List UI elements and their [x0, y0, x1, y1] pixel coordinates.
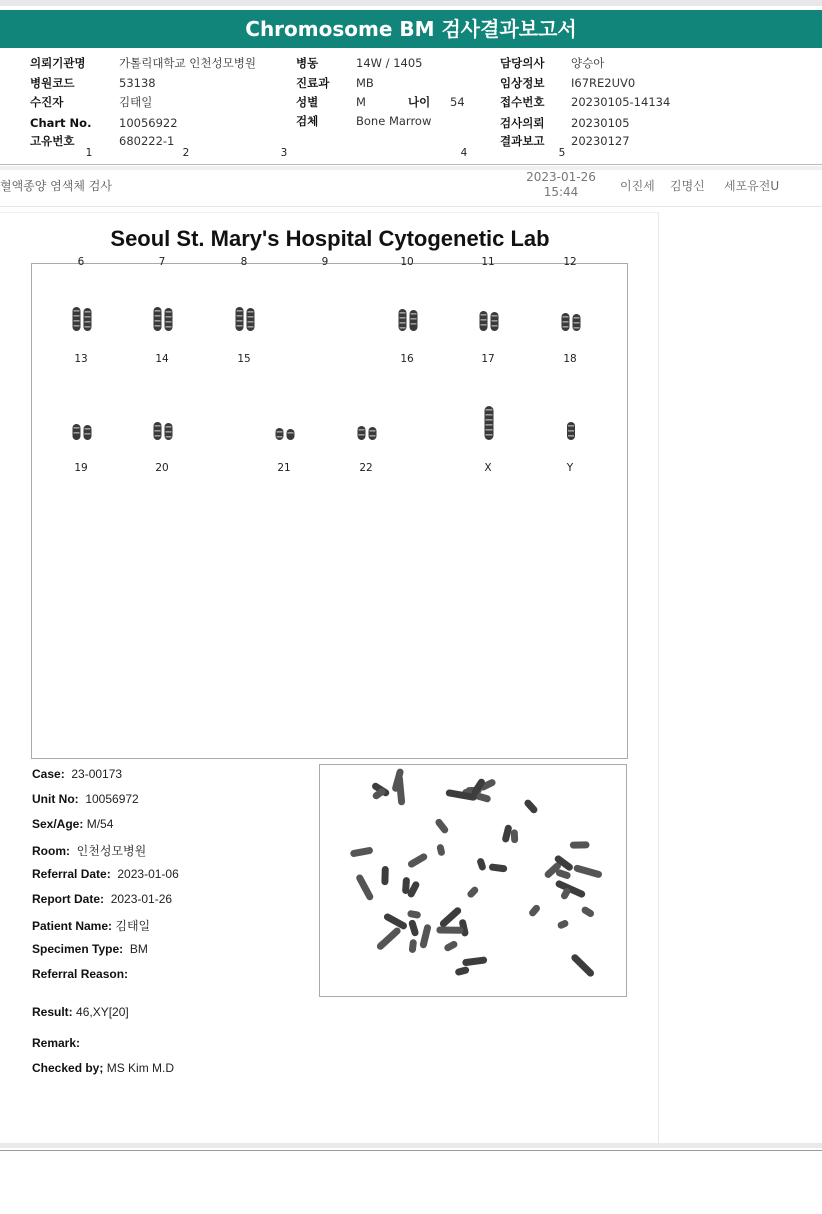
chromosome-label-21: 21: [277, 462, 291, 474]
chromosome-pair-22: [358, 426, 377, 440]
label-patient: 수진자: [30, 95, 64, 109]
field-value: 10056972: [85, 792, 139, 806]
chromosome-band: [400, 327, 406, 329]
chromosome-band: [563, 326, 569, 328]
chromosome-band: [486, 424, 493, 426]
chromosome-band: [166, 426, 172, 428]
chromosome-pair-21: [276, 428, 295, 440]
chromosome-label-11: 11: [481, 256, 495, 268]
chromosome-label-1: 1: [85, 147, 93, 159]
chromosome-pair-15: [236, 307, 255, 331]
chromosome-band: [74, 315, 80, 317]
divider-shadow: [0, 166, 822, 170]
chromosome-band: [166, 431, 172, 433]
chromosome-label-18: 18: [563, 353, 577, 365]
value-result-date: 20230127: [571, 134, 630, 148]
chromosome-band: [248, 326, 254, 328]
metaphase-chromosome: [489, 863, 508, 872]
chromosome-band: [568, 435, 574, 437]
chromosome-label-19: 19: [74, 462, 88, 474]
field-checked-by: [32, 1061, 174, 1075]
chromosome-band: [85, 316, 91, 318]
chromosome-band: [370, 435, 376, 437]
field-value: 23-00173: [71, 767, 123, 781]
metaphase-chromosome: [350, 846, 374, 857]
metaphase-chromosome: [408, 919, 419, 937]
field-label: Room:: [32, 844, 70, 858]
chromosome-label-17: 17: [481, 353, 495, 365]
field-room: [32, 842, 146, 859]
metaphase-chromosome: [407, 852, 429, 869]
metaphase-chromosome: [355, 873, 375, 901]
field-sex-age: [32, 817, 113, 831]
metaphase-chromosome: [528, 903, 542, 917]
chromosome-pair-20: [154, 422, 173, 440]
field-label: Case:: [32, 767, 65, 781]
label-unique-no: 고유번호: [30, 134, 75, 148]
value-request-date: 20230105: [571, 116, 630, 130]
chromosome-label-4: 4: [460, 147, 468, 159]
report-time: 15:44: [543, 185, 579, 199]
chromosome-band: [563, 321, 569, 323]
field-value: BM: [129, 942, 148, 956]
chromosome-label-14: 14: [155, 353, 169, 365]
metaphase-chromosome: [570, 841, 590, 848]
chromosome-band: [288, 432, 294, 434]
chromosome-band: [563, 316, 569, 318]
chromosome-pair-X: [485, 406, 494, 440]
chromosome-band: [568, 425, 574, 427]
metaphase-chromosome: [523, 798, 539, 815]
metaphase-chromosome: [438, 906, 462, 929]
chromosome-band: [155, 425, 161, 427]
metaphase-chromosome: [570, 953, 596, 978]
chromosome-band: [486, 409, 493, 411]
chromosome-label-6: 6: [77, 256, 85, 268]
top-strip: [0, 0, 822, 6]
karyotype-image: [31, 263, 628, 759]
field-label: Specimen Type:: [32, 942, 124, 956]
field-value: 김태일: [115, 919, 151, 933]
chromosome-label-Y: Y: [566, 462, 574, 474]
field-report-date: [32, 892, 172, 906]
value-unique-no: 680222-1: [119, 134, 175, 148]
label-request-date: 검사의뢰: [500, 116, 545, 130]
chromosome-arm: [358, 426, 366, 440]
chromosome-band: [166, 326, 172, 328]
chromosome-band: [237, 325, 243, 327]
field-label: Checked by;: [32, 1061, 104, 1075]
label-specimen: 검체: [296, 114, 319, 128]
divider: [0, 164, 822, 165]
metaphase-chromosome: [466, 885, 480, 899]
metaphase-image: [319, 764, 627, 997]
info-column-1: [30, 54, 290, 154]
chromosome-band: [248, 311, 254, 313]
value-department: MB: [356, 75, 374, 90]
metaphase-chromosome: [434, 817, 450, 834]
chromosome-band: [411, 323, 417, 325]
chromosome-band: [492, 320, 498, 322]
chromosome-band: [400, 312, 406, 314]
chromosome-arm: [84, 425, 92, 440]
chromosome-pair-19: [73, 424, 92, 440]
chromosome-band: [248, 321, 254, 323]
report-datetime: [520, 170, 602, 200]
metaphase-chromosome: [511, 829, 519, 843]
report-date: 2023-01-26: [526, 170, 596, 184]
chromosome-band: [400, 317, 406, 319]
karyotype-chromosomes: [32, 264, 627, 758]
metaphase-chromosome: [554, 879, 586, 898]
chromosome-label-10: 10: [400, 256, 414, 268]
test-name: 혈액종양 염색체 검사: [0, 179, 112, 193]
chromosome-label-20: 20: [155, 462, 169, 474]
chromosome-band: [248, 316, 254, 318]
field-label: Referral Reason:: [32, 967, 129, 981]
metaphase-chromosome: [436, 927, 463, 934]
chromosome-arm: [287, 429, 295, 440]
chromosome-band: [237, 315, 243, 317]
chromosome-band: [486, 429, 493, 431]
chromosome-label-8: 8: [240, 256, 248, 268]
chromosome-arm: [276, 428, 284, 440]
field-label: Remark:: [32, 1036, 81, 1050]
field-unit-no: [32, 792, 139, 806]
chromosome-band: [166, 316, 172, 318]
value-age: 54: [450, 95, 465, 109]
value-chart-no: 10056922: [119, 116, 178, 130]
chromosome-band: [155, 310, 161, 312]
chromosome-band: [85, 433, 91, 435]
field-value: MS Kim M.D: [106, 1061, 175, 1075]
chromosome-band: [492, 315, 498, 317]
field-label: Unit No:: [32, 792, 79, 806]
chromosome-band: [574, 317, 580, 319]
chromosome-band: [359, 434, 365, 436]
chromosome-label-13: 13: [74, 353, 88, 365]
chromosome-band: [411, 318, 417, 320]
metaphase-chromosome: [381, 866, 388, 885]
staff-name-1: 이진세: [620, 179, 655, 193]
label-chart-no: Chart No.: [30, 116, 92, 130]
metaphase-chromosome: [573, 864, 603, 879]
chromosome-label-3: 3: [280, 147, 288, 159]
label-hospital-code: 병원코드: [30, 75, 75, 90]
label-department: 진료과: [296, 75, 330, 90]
field-value: 46,XY[20]: [76, 1005, 129, 1019]
field-value: 2023-01-26: [110, 892, 173, 906]
value-patient: 김태일: [119, 95, 153, 109]
label-sex: 성별: [296, 95, 319, 109]
field-label: Patient Name:: [32, 919, 113, 933]
value-institution: 가톨릭대학교 인천성모병원: [119, 56, 256, 70]
chromosome-band: [237, 310, 243, 312]
value-specimen: Bone Marrow: [356, 114, 432, 128]
chromosome-band: [411, 313, 417, 315]
chromosome-band: [277, 431, 283, 433]
chromosome-band: [400, 322, 406, 324]
chromosome-band: [486, 434, 493, 436]
field-label: Referral Date:: [32, 867, 111, 881]
field-remark: [32, 1036, 80, 1050]
label-clinical-info: 임상정보: [500, 75, 545, 90]
metaphase-chromosome: [419, 924, 432, 949]
chromosome-band: [166, 321, 172, 323]
field-value: 인천성모병원: [76, 844, 147, 858]
chromosome-band: [370, 430, 376, 432]
value-sex: M: [356, 95, 366, 109]
field-specimen-type: [32, 942, 148, 956]
chromosome-label-16: 16: [400, 353, 414, 365]
chromosome-band: [574, 322, 580, 324]
staff-name-3: 세포유전U: [724, 179, 780, 193]
chromosome-band: [481, 314, 487, 316]
chromosome-label-5: 5: [558, 147, 566, 159]
metaphase-chromosome: [383, 912, 409, 930]
value-clinical-info: I67RE2UV0: [571, 75, 636, 90]
chromosome-band: [277, 436, 283, 438]
chromosome-label-7: 7: [158, 256, 166, 268]
label-doctor: 담당의사: [500, 56, 545, 70]
chromosome-band: [568, 430, 574, 432]
divider: [0, 206, 822, 207]
chromosome-band: [574, 327, 580, 329]
field-value: 2023-01-06: [117, 867, 179, 881]
chromosome-label-15: 15: [237, 353, 251, 365]
bottom-strip: [0, 1143, 822, 1148]
chromosome-band: [155, 315, 161, 317]
field-referral-reason: [32, 967, 128, 981]
chromosome-label-12: 12: [563, 256, 577, 268]
chromosome-band: [486, 419, 493, 421]
chromosome-pair-16: [399, 309, 418, 331]
chromosome-pair-18: [562, 313, 581, 331]
chromosome-band: [155, 320, 161, 322]
label-result-date: 결과보고: [500, 134, 545, 148]
field-case: [32, 767, 122, 781]
chromosome-band: [492, 325, 498, 327]
chromosome-band: [166, 436, 172, 438]
metaphase-chromosome: [462, 956, 488, 966]
value-hospital-code: 53138: [119, 75, 156, 90]
label-ward: 병동: [296, 56, 319, 70]
field-label: Report Date:: [32, 892, 105, 906]
chromosome-band: [85, 321, 91, 323]
lab-title: Seoul St. Mary's Hospital Cytogenetic Lab: [110, 226, 550, 251]
metaphase-chromosome: [436, 843, 446, 856]
chromosome-pair-13: [73, 307, 92, 331]
chromosome-band: [85, 428, 91, 430]
chromosome-band: [155, 325, 161, 327]
chromosome-band: [74, 310, 80, 312]
chromosome-band: [481, 319, 487, 321]
chromosome-label-22: 22: [359, 462, 373, 474]
field-value: M/54: [86, 817, 114, 831]
metaphase-chromosome: [454, 966, 469, 976]
chromosome-band: [74, 325, 80, 327]
field-result: [32, 1005, 129, 1019]
chromosome-pair-14: [154, 307, 173, 331]
field-label: Sex/Age:: [32, 817, 84, 831]
metaphase-chromosomes: [320, 765, 626, 996]
chromosome-band: [74, 320, 80, 322]
chromosome-band: [166, 311, 172, 313]
chromosome-band: [237, 320, 243, 322]
label-receipt-no: 접수번호: [500, 95, 545, 109]
chromosome-band: [155, 430, 161, 432]
metaphase-chromosome: [407, 910, 422, 919]
chromosome-label-X: X: [484, 462, 492, 474]
metaphase-chromosome: [402, 877, 410, 894]
chromosome-band: [74, 427, 80, 429]
value-ward: 14W / 1405: [356, 56, 423, 70]
chromosome-band: [486, 414, 493, 416]
label-institution: 의뢰기관명: [30, 56, 86, 70]
value-receipt-no: 20230105-14134: [571, 95, 671, 109]
chromosome-pair-17: [480, 311, 499, 331]
field-label: Result:: [32, 1005, 73, 1019]
field-referral-date: [32, 867, 179, 881]
label-age: 나이: [408, 95, 431, 109]
field-patient-name: [32, 917, 150, 934]
metaphase-chromosome: [557, 919, 570, 930]
chromosome-band: [74, 432, 80, 434]
info-column-2: [296, 54, 486, 154]
chromosome-pair-Y: [567, 422, 575, 440]
chromosome-arm: [369, 427, 377, 440]
metaphase-chromosome: [375, 926, 402, 951]
bottom-divider: [0, 1150, 822, 1151]
info-column-3: [500, 54, 700, 154]
chromosome-label-9: 9: [321, 256, 329, 268]
value-doctor: 양승아: [571, 56, 605, 70]
metaphase-chromosome: [580, 905, 595, 918]
chromosome-label-2: 2: [182, 147, 190, 159]
report-banner-title: Chromosome BM 검사결과보고서: [0, 10, 822, 48]
metaphase-chromosome: [409, 939, 418, 953]
metaphase-chromosome: [443, 940, 459, 953]
metaphase-chromosome: [476, 857, 487, 871]
chromosome-band: [85, 326, 91, 328]
chromosome-band: [481, 324, 487, 326]
chromosome-band: [155, 435, 161, 437]
staff-name-2: 김명신: [670, 179, 705, 193]
chromosome-band: [85, 311, 91, 313]
chromosome-band: [359, 429, 365, 431]
